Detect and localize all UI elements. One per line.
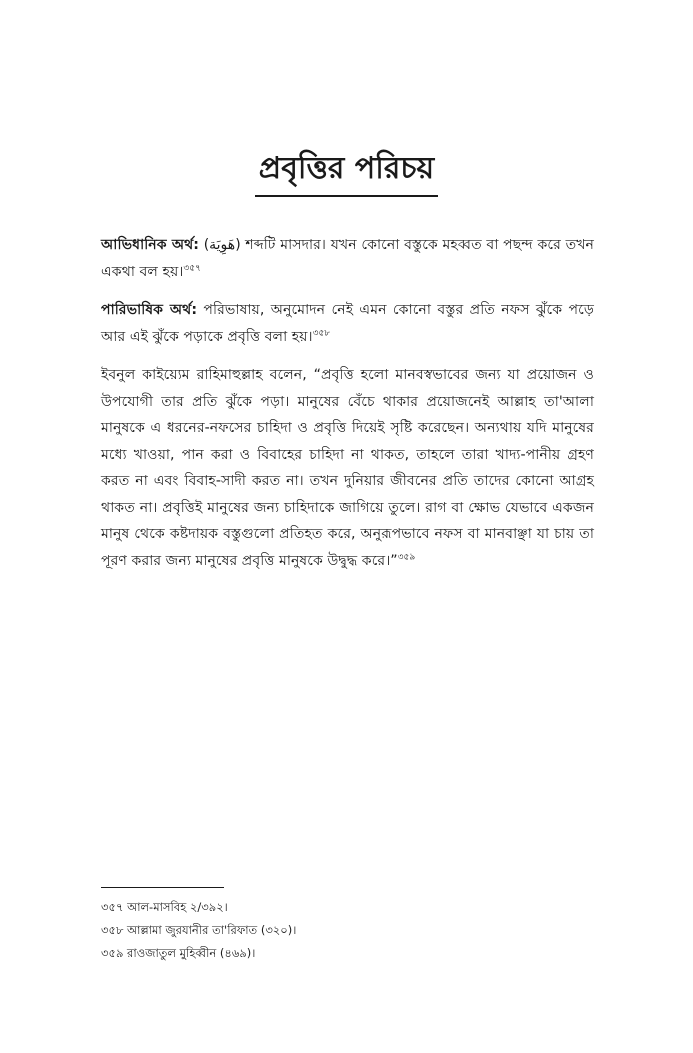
paragraph-text: পরিভাষায়, অনুমোদন নেই এমন কোনো বস্তুর প্রতি নফস ঝুঁকে পড়ে আর এই ঝুঁকে পড়াকে প্রবৃত্তি বলা হয়। [101,302,594,345]
title-wrap [0,145,693,197]
paragraph-lexical-meaning [101,232,594,285]
term-lexical: আভিধানিক অর্থ: [101,237,199,253]
footnote-ref: ৩৫৮ [312,327,331,338]
body-text [101,232,594,586]
term-technical: পারিভাষিক অর্থ: [101,302,198,318]
footnote-ref: ৩৫৭ [183,262,201,273]
paragraph-text: শব্দটি মাসদার। যখন কোনো বস্তুকে মহব্বত বা পছন্দ করে তখন একথা বল হয়। [101,237,594,280]
footnote-divider [101,887,224,888]
footnote-ref: ৩৫৯ [397,551,416,562]
paragraph-text: ইবনুল কাইয়্যেম রাহিমাহুল্লাহ বলেন, “প্রবৃত্তি হলো মানবস্বভাবের জন্য যা প্রয়োজন ও উপযোগী তার প্রতি ঝুঁকে পড়া। মানুষের বেঁচে থাকার প্রয়োজনেই আল্লাহ তা'আলা মানুষকে এ ধরনের-নফসের চাহিদা ও প্রবৃত্তি দিয়েই সৃষ্টি করেছেন। অন্যথায় যদি মানুষের মধ্যে খাওয়া, পান করা ও বিবাহের চাহিদা না থাকত, তাহলে তারা খাদ্য-পানীয় গ্রহণ করত না এবং বিবাহ-সাদী করত না। তখন দুনিয়ার জীবনের প্রতি তাদের কোনো আগ্রহ থাকত না। প্রবৃত্তিই মানুষের জন্য চাহিদাকে জাগিয়ে তুলে। রাগ বা ক্ষোভ যেভাবে একজন মানুষ থেকে কষ্টদায়ক বস্তুগুলো প্রতিহত করে, অনুরূপভাবে নফস বা মানবাঞ্ছা যা চায় তা পূরণ করার জন্য মানুষের প্রবৃত্তি মানুষকে উদ্বুদ্ধ করে।” [101,367,594,569]
footnote-359: ৩৫৯ রাওজাতুল মুহিব্বীন (৪৬৯)। [101,946,256,960]
footnotes [101,896,594,965]
page-title: প্রবৃত্তির পরিচয় [255,145,438,197]
arabic-word: (هَوِيَة) [203,237,241,253]
paragraph-technical-meaning [101,297,594,350]
footnote-358: ৩৫৮ আল্লামা জুরযানীর তা'রিফাত (৩২০)। [101,923,297,937]
footnote-357: ৩৫৭ আল-মাসবিহ ২/৩৯২। [101,900,228,914]
paragraph-quote [101,362,594,574]
